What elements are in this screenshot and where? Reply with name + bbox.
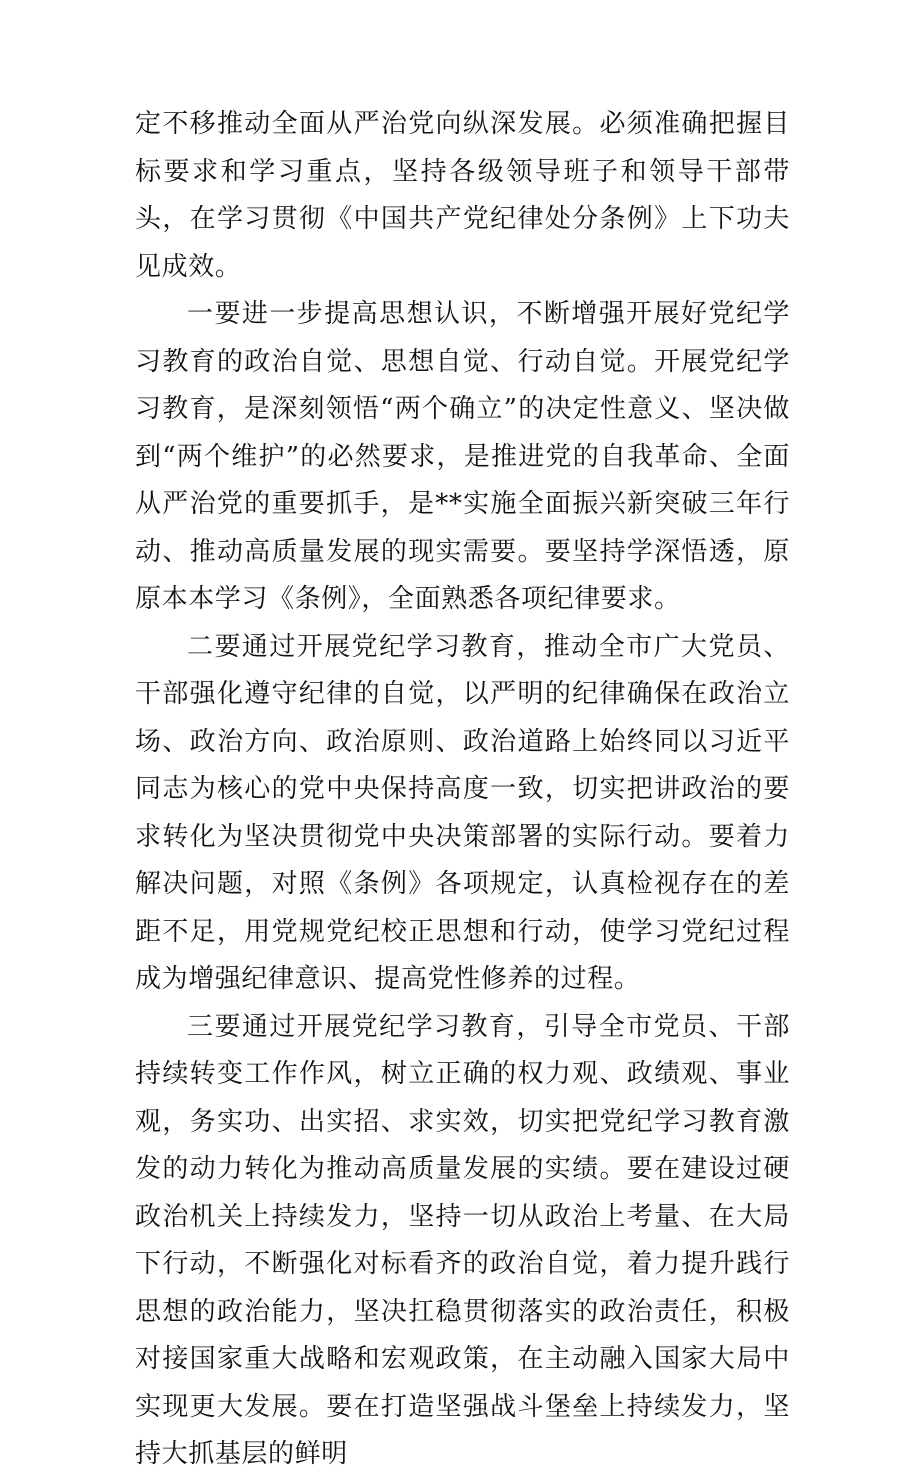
- paragraph-point-three: 三要通过开展党纪学习教育，引导全市党员、干部持续转变工作作风，树立正确的权力观、政绩观、事业观，务实功、出实招、求实效，切实把党纪学习教育激发的动力转化为推动高质量发展的实绩。要在建设过硬政治机关上持续发力，坚持一切从政治上考量、在大局下行动，不断强化对标看齐的政治自觉，着力提升践行思想的政治能力，坚决扛稳贯彻落实的政治责任，积极对接国家重大战略和宏观政策，在主动融入国家大局中实现更大发展。要在打造坚强战斗堡垒上持续发力，坚持大抓基层的鲜明: [135, 1011, 790, 1469]
- paragraph-continuation: 定不移推动全面从严治党向纵深发展。必须准确把握目标要求和学习重点，坚持各级领导班子和领导干部带头，在学习贯彻《中国共产党纪律处分条例》上下功夫见成效。: [135, 109, 790, 282]
- paragraph-point-one: 一要进一步提高思想认识，不断增强开展好党纪学习教育的政治自觉、思想自觉、行动自觉。开展党纪学习教育，是深刻领悟“两个确立”的决定性意义、坚决做到“两个维护”的必然要求，是推进党的自我革命、全面从严治党的重要抓手，是**实施全面振兴新突破三年行动、推动高质量发展的现实需要。要坚持学深悟透，原原本本学习《条例》，全面熟悉各项纪律要求。: [135, 299, 790, 614]
- paragraph-point-two: 二要通过开展党纪学习教育，推动全市广大党员、干部强化遵守纪律的自觉，以严明的纪律确保在政治立场、政治方向、政治原则、政治道路上始终同以习近平同志为核心的党中央保持高度一致，切实把讲政治的要求转化为坚决贯彻党中央决策部署的实际行动。要着力解决问题，对照《条例》各项规定，认真检视存在的差距不足，用党规党纪校正思想和行动，使学习党纪过程成为增强纪律意识、提高党性修养的过程。: [135, 631, 790, 994]
